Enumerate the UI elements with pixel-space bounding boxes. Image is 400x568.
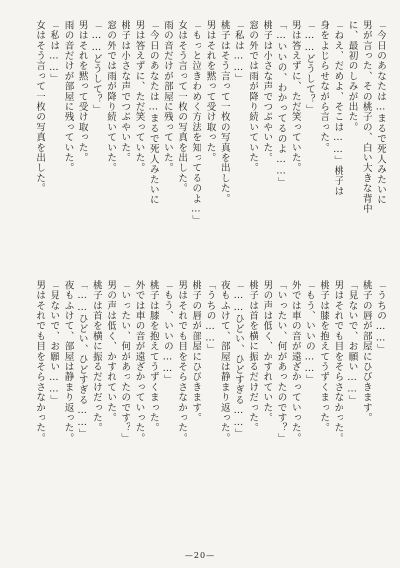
text-column: 桃子は首を横に振るだけだった。 bbox=[90, 280, 102, 433]
text-column: 「もう、いいの……」 bbox=[161, 280, 173, 385]
text-column: 「…いいの、わかってるのよ……」 bbox=[275, 20, 287, 188]
text-column: 「私は……」 bbox=[232, 20, 244, 84]
text-column: 窓の外では雨が降り続いていた。 bbox=[105, 20, 117, 173]
text-column: 外では車の音が遠ざかっていった。 bbox=[289, 280, 301, 444]
text-column: 男はそれを黙って受け取った。 bbox=[204, 20, 216, 163]
text-column: 「見ないで、お願い……」 bbox=[346, 280, 358, 406]
text-column: 男の声は低く、かすれていた。 bbox=[105, 280, 117, 423]
text-column: 外では車の音が遠ざかっていった。 bbox=[133, 280, 145, 444]
text-column: 「うちの……」 bbox=[204, 280, 216, 355]
text-column: 男の声は低く、かすれていた。 bbox=[261, 280, 273, 423]
text-column: 男はそれでも目をそらさなかった。 bbox=[34, 280, 46, 444]
text-column: 「今日のあなたは…まるで死人みたいに bbox=[147, 20, 159, 205]
text-column: 桃子の唇が部屋にひびきます。 bbox=[190, 280, 202, 423]
text-column: 「いったい、何があったのです？」 bbox=[119, 280, 131, 444]
text-column: 桃子は首を横に振るだけだった。 bbox=[247, 280, 259, 433]
text-column: 「……ひどい、ひどすぎる……」 bbox=[76, 280, 88, 439]
text-column: 桃子の唇が部屋にひびきます。 bbox=[360, 280, 372, 423]
page-number: —20— bbox=[184, 551, 216, 560]
text-column: 身をよじらせながら言った。 bbox=[318, 20, 330, 153]
text-column: 男が言った、その桃子の、白い大きな背中 bbox=[360, 20, 372, 214]
text-column: 「今日のあなたは…まるで死人みたいに bbox=[375, 20, 386, 205]
text-column: 桃子は膝を抱えてうずくまった。 bbox=[318, 280, 330, 433]
text-column: 窓の外では雨が降り続いていた。 bbox=[247, 20, 259, 173]
text-column: 「もっと泣きわめく方法を知ってるのよ…」 bbox=[190, 20, 202, 226]
text-column: 「ねえ、だめよ、そこは……」桃子は bbox=[332, 20, 344, 197]
text-column: 「……どうして？」 bbox=[303, 20, 315, 115]
text-column: 男はそれでも目をそらさなかった。 bbox=[176, 280, 188, 444]
text-column: 「いったい、何があったのです？」 bbox=[275, 280, 287, 444]
text-column: 夜もふけて、部屋は静まり返った。 bbox=[218, 280, 230, 444]
text-column: 「もう、いいの……」 bbox=[303, 280, 315, 385]
text-column: 雨の音だけが部屋に残っていた。 bbox=[161, 20, 173, 173]
text-column: 桃子は小さな声でつぶやいた。 bbox=[119, 20, 131, 163]
text-column: 桃子はそう言って一枚の写真を出した。 bbox=[218, 20, 230, 204]
text-column: 桃子は小さな声でつぶやいた。 bbox=[261, 20, 273, 163]
text-column: に、最初のしみが出た。 bbox=[346, 20, 358, 133]
text-column: 男は答えずに、ただ笑っていた。 bbox=[133, 20, 145, 173]
text-column: 男は答えずに、ただ笑っていた。 bbox=[289, 20, 301, 173]
text-column: 「うちの……」 bbox=[375, 280, 386, 355]
text-column: 桃子は膝を抱えてうずくまった。 bbox=[147, 280, 159, 433]
text-column: 女はそう言って一枚の写真を出した。 bbox=[176, 20, 188, 194]
upper-text-block bbox=[14, 20, 386, 252]
text-column: 女はそう言って一枚の写真を出した。 bbox=[34, 20, 46, 194]
text-column: 雨の音だけが部屋に残っていた。 bbox=[62, 20, 74, 173]
text-column: 「私は……」 bbox=[48, 20, 60, 84]
text-column: 男はそれでも目をそらさなかった。 bbox=[332, 280, 344, 444]
text-column: 夜もふけて、部屋は静まり返った。 bbox=[62, 280, 74, 444]
lower-text-block bbox=[14, 280, 386, 528]
text-column: 「見ないで、お願い……」 bbox=[48, 280, 60, 406]
text-column: 「……どうして？」 bbox=[90, 20, 102, 115]
text-column: 男はそれを黙って受け取った。 bbox=[76, 20, 88, 163]
text-column: 「……ひどい、ひどすぎる……」 bbox=[232, 280, 244, 439]
